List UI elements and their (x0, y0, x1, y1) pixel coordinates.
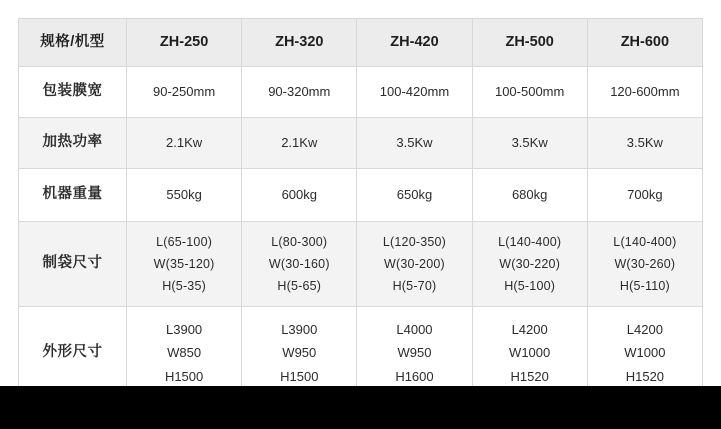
header-cell-spec-model: 规格/机型 (19, 19, 127, 67)
cell-line: L(65-100) (156, 234, 213, 249)
cell-line: H1520 (625, 368, 665, 384)
cell-line: L(140-400) (498, 234, 562, 249)
cell-heating-power-zh-250: 2.1Kw (127, 118, 242, 169)
cell-machine-weight-zh-320: 600kg (242, 169, 357, 222)
header-cell-zh-600: ZH-600 (587, 19, 702, 67)
cell-bag-size-zh-600 (587, 222, 702, 307)
cell-line: H(5-35) (162, 279, 206, 294)
cell-line: W(30-260) (614, 256, 676, 271)
row-label-overall-size: 外形尺寸 (19, 307, 127, 400)
cell-film-width-zh-600: 120-600mm (587, 67, 702, 118)
cell-bag-size-zh-250 (127, 222, 242, 307)
cell-line: L4000 (396, 321, 433, 337)
cell-line: H(5-110) (619, 279, 670, 294)
cell-line: W(30-160) (268, 256, 330, 271)
cell-line: H1520 (510, 368, 549, 384)
header-cell-zh-320: ZH-320 (242, 19, 357, 67)
cell-line: H1500 (164, 368, 204, 384)
table-header-row (19, 19, 703, 67)
cell-line: L(140-400) (613, 234, 677, 249)
specifications-table (18, 18, 703, 400)
cell-heating-power-zh-500: 3.5Kw (472, 118, 587, 169)
cell-machine-weight-zh-600: 700kg (587, 169, 702, 222)
cell-heating-power-zh-420: 3.5Kw (357, 118, 472, 169)
cell-film-width-zh-320: 90-320mm (242, 67, 357, 118)
cell-line: L(80-300) (271, 234, 328, 249)
row-label-film-width: 包装膜宽 (19, 67, 127, 118)
cell-line: W(30-200) (384, 256, 445, 271)
table-row (19, 169, 703, 222)
cell-film-width-zh-500: 100-500mm (472, 67, 587, 118)
cell-line: H1500 (280, 368, 319, 384)
footer-bar (0, 386, 721, 429)
cell-line: W(35-120) (153, 256, 215, 271)
table-row (19, 222, 703, 307)
header-cell-zh-420: ZH-420 (357, 19, 472, 67)
cell-machine-weight-zh-500: 680kg (472, 169, 587, 222)
cell-bag-size-zh-420 (357, 222, 472, 307)
cell-machine-weight-zh-250: 550kg (127, 169, 242, 222)
cell-line: W(30-220) (499, 256, 561, 271)
cell-line: W1000 (509, 345, 551, 361)
cell-film-width-zh-250: 90-250mm (127, 67, 242, 118)
cell-heating-power-zh-320: 2.1Kw (242, 118, 357, 169)
cell-film-width-zh-420: 100-420mm (357, 67, 472, 118)
row-label-heating-power: 加热功率 (19, 118, 127, 169)
cell-line: L(120-350) (382, 234, 447, 249)
header-cell-zh-250: ZH-250 (127, 19, 242, 67)
cell-bag-size-zh-500 (472, 222, 587, 307)
cell-line: H(5-100) (504, 279, 556, 294)
header-cell-zh-500: ZH-500 (472, 19, 587, 67)
cell-machine-weight-zh-420: 650kg (357, 169, 472, 222)
row-label-bag-size: 制袋尺寸 (19, 222, 127, 307)
cell-line: H(5-65) (277, 279, 322, 294)
cell-line: L4200 (626, 321, 663, 337)
row-label-machine-weight: 机器重量 (19, 169, 127, 222)
table-row (19, 67, 703, 118)
cell-line: W950 (282, 345, 317, 361)
cell-line: H1600 (395, 368, 434, 384)
cell-line: L3900 (166, 321, 203, 337)
cell-line: L3900 (281, 321, 318, 337)
table-row (19, 118, 703, 169)
cell-heating-power-zh-600: 3.5Kw (587, 118, 702, 169)
cell-line: W950 (397, 345, 432, 361)
cell-bag-size-zh-320 (242, 222, 357, 307)
cell-line: W1000 (624, 345, 666, 361)
cell-line: W850 (167, 345, 202, 361)
cell-line: H(5-70) (392, 279, 437, 294)
cell-line: L4200 (511, 321, 548, 337)
